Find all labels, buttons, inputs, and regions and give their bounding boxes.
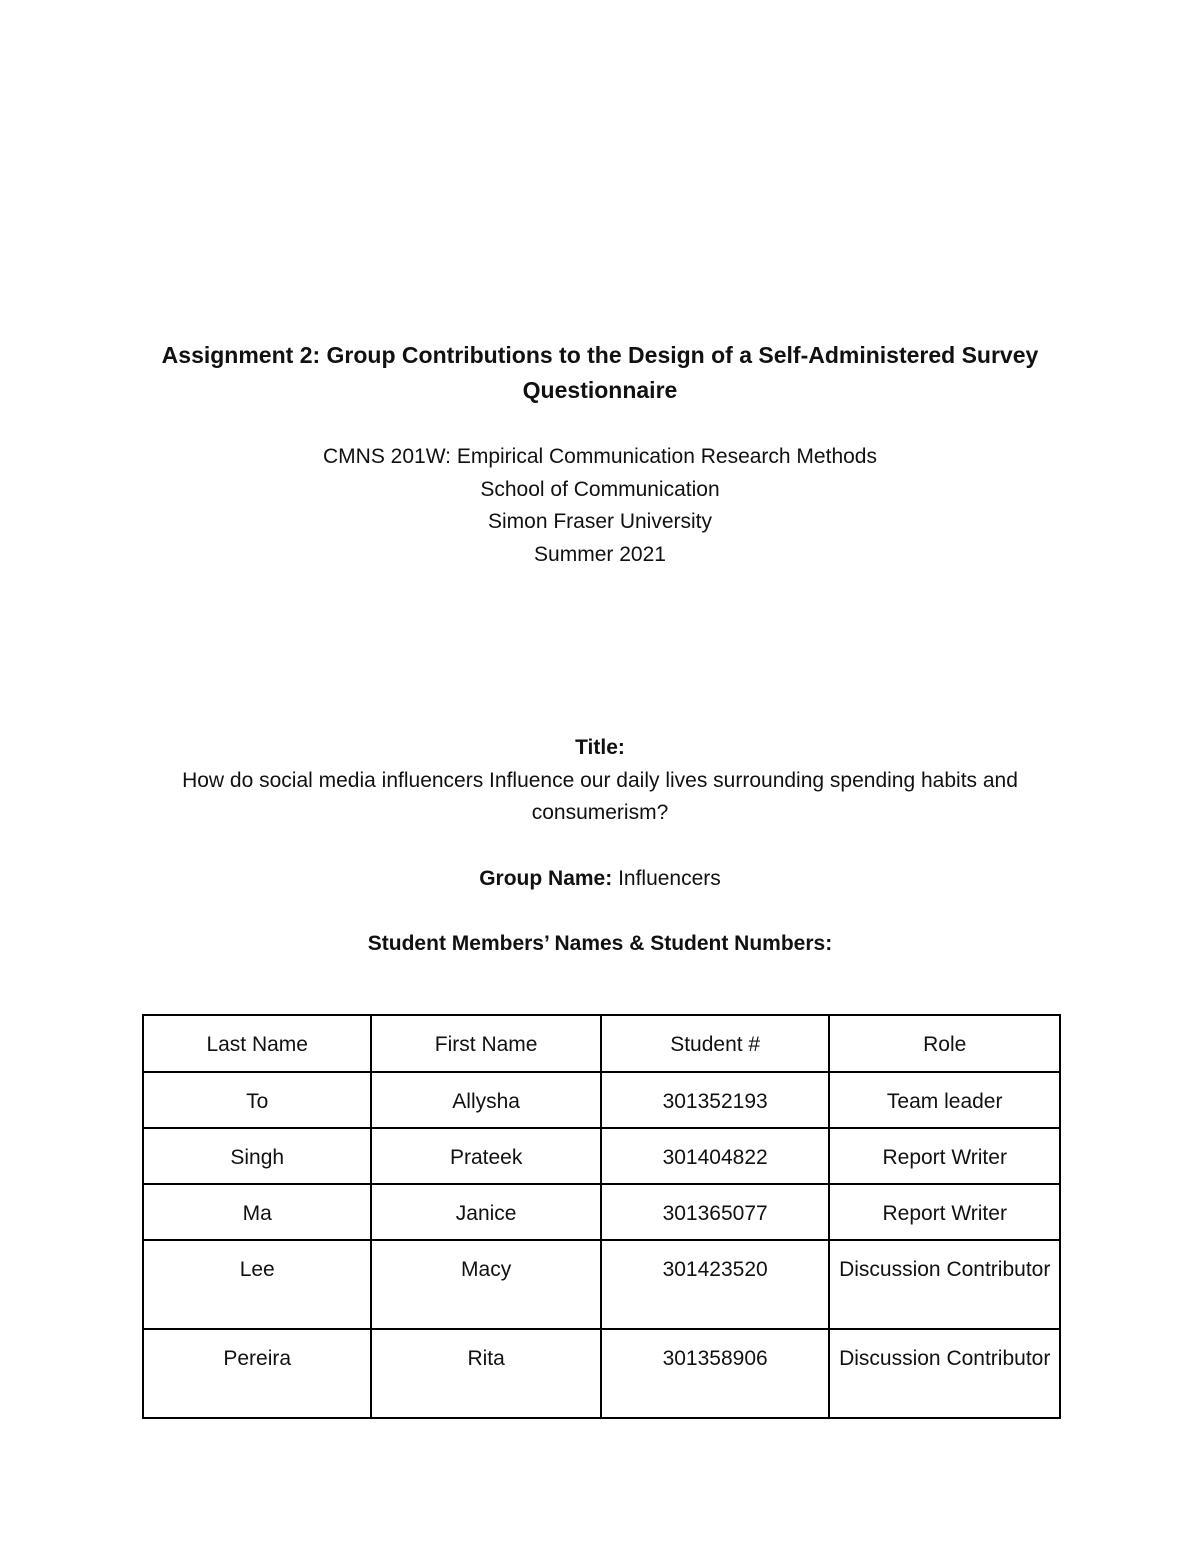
cell-first-name: Rita [371, 1329, 600, 1418]
course-info [140, 441, 1060, 571]
table-row [143, 1240, 1060, 1329]
table-row [143, 1184, 1060, 1240]
university-name: Simon Fraser University [487, 510, 713, 533]
table-row [143, 1072, 1060, 1128]
course-name: CMNS 201W: Empirical Communication Research Methods [323, 445, 877, 468]
cell-student-number: 301423520 [601, 1240, 830, 1329]
document-title: Assignment 2: Group Contributions to the Design of a Self-Administered Survey Questionnaire [161, 342, 1039, 403]
members-heading: Student Members’ Names & Student Numbers: [367, 932, 833, 955]
term: Summer 2021 [534, 542, 666, 566]
topic-section [140, 732, 1060, 830]
cell-last-name: Singh [143, 1128, 371, 1184]
cell-student-number: 301358906 [601, 1329, 830, 1418]
table-header-row [143, 1015, 1060, 1072]
header-role: Role [829, 1015, 1060, 1072]
members-table [142, 1014, 1061, 1419]
cell-student-number: 301365077 [601, 1184, 830, 1240]
cell-role: Report Writer [829, 1128, 1060, 1184]
header-student-number: Student # [601, 1015, 830, 1072]
cell-last-name: Lee [143, 1240, 371, 1329]
topic-label: Title: [575, 736, 625, 759]
cell-role: Discussion Contributor [829, 1329, 1060, 1418]
group-name-line [140, 863, 1060, 895]
cell-role: Discussion Contributor [829, 1240, 1060, 1329]
cell-student-number: 301404822 [601, 1128, 830, 1184]
header-last-name: Last Name [143, 1015, 371, 1072]
cell-first-name: Allysha [371, 1072, 600, 1128]
cell-role: Report Writer [829, 1184, 1060, 1240]
header-first-name: First Name [371, 1015, 600, 1072]
cell-last-name: To [143, 1072, 371, 1128]
cell-last-name: Pereira [143, 1329, 371, 1418]
cell-student-number: 301352193 [601, 1072, 830, 1128]
cell-first-name: Prateek [371, 1128, 600, 1184]
cell-last-name: Ma [143, 1184, 371, 1240]
school-name: School of Communication [480, 477, 720, 501]
cell-first-name: Macy [371, 1240, 600, 1329]
table-row [143, 1128, 1060, 1184]
topic-text: How do social media influencers Influence our daily lives surrounding spending habits and consumerism? [182, 768, 1018, 824]
cell-role: Team leader [829, 1072, 1060, 1128]
table-row [143, 1329, 1060, 1418]
group-name-value: Influencers [618, 867, 721, 890]
cell-first-name: Janice [371, 1184, 600, 1240]
group-name-label: Group Name: [479, 867, 613, 890]
